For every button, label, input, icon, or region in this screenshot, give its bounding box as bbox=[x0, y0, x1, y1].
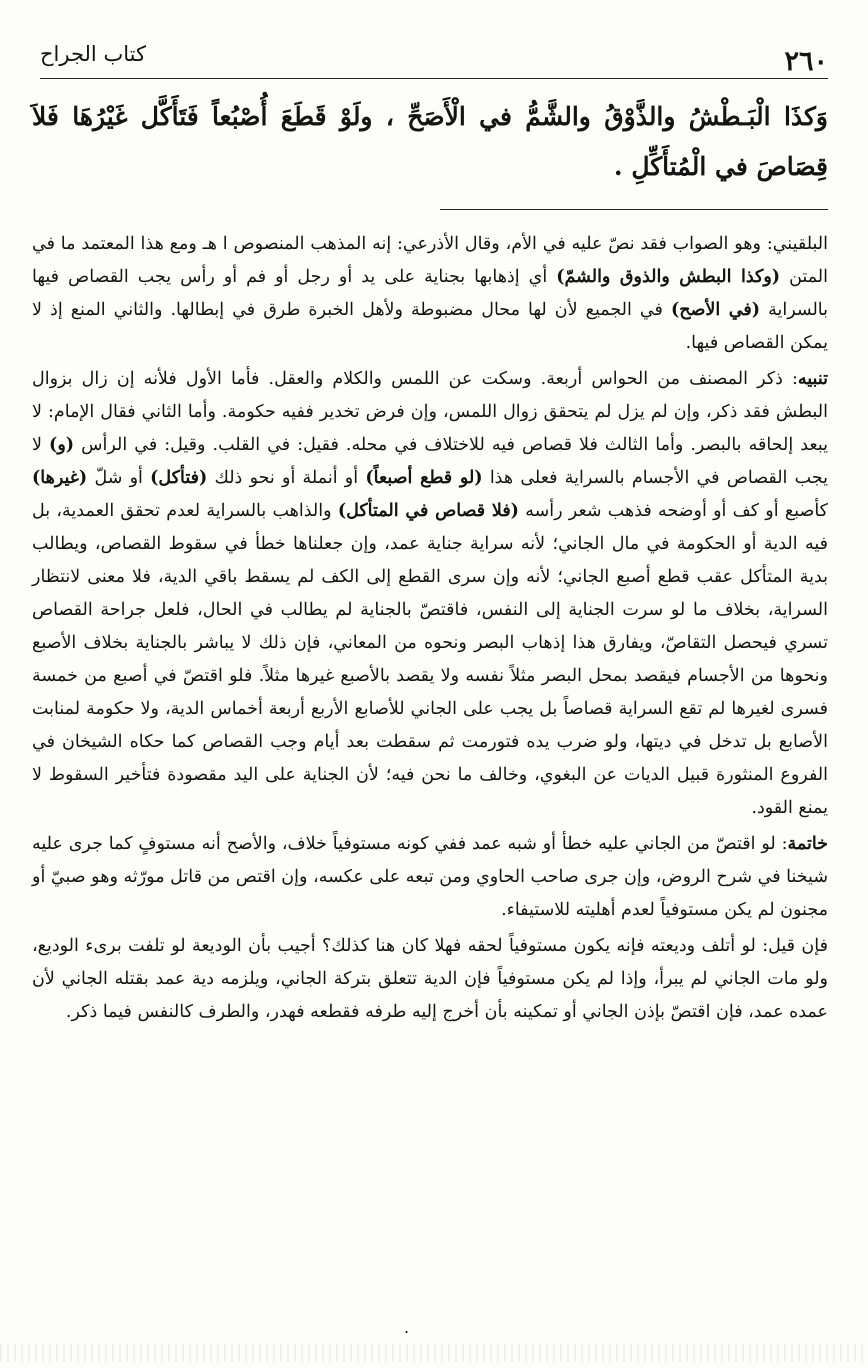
matn-quote: (غيرها) bbox=[32, 468, 88, 488]
matn-quote: (وكذا البطش والذوق والشمّ) bbox=[556, 267, 781, 287]
scan-noise bbox=[0, 1344, 868, 1362]
text-run: كأصبع أو كف أو أوضحه فذهب شعر رأسه bbox=[518, 501, 828, 521]
text-run: البلقيني: وهو الصواب فقد نصّ عليه في الأم، وقال الأذرعي: إنه المذهب المنصوص ا هـ ومع هذا المعتمد ما في المتن bbox=[32, 234, 829, 287]
header-rule bbox=[40, 78, 828, 79]
text-run: أو أنملة أو نحو ذلك bbox=[207, 468, 366, 488]
text-run: أو شلّ bbox=[87, 468, 151, 488]
tail-mark: . bbox=[404, 1318, 410, 1337]
footnote-separator bbox=[440, 209, 828, 210]
matn-quote: (لو قطع أصبعاً) bbox=[365, 468, 483, 488]
section-label: تنبيه bbox=[797, 369, 828, 389]
text-run: فإن قيل: لو أتلف وديعته فإنه يكون مستوفياً لحقه فهلا كان هنا كذلك؟ أجيب بأن الوديعة لو تلفت برىء الوديع، ولو مات الجاني لم يبرأ، وإذا لم يكن مستوفياً فإن الدية تتعلق بتركة الجاني، ويلزمه دية عمد بقتله الجاني لأن عمده عمد، فإن اقتصّ بإذن الجاني أو تمكينه بأن أخرج إليه طرفه فقطعه فهدر، والطرف كالنفس فيما ذكر. bbox=[32, 936, 828, 1022]
matn-text: وَكذَا الْبَـطْشُ والذَّوْقُ والشَّمُّ في الْأَصَحِّ ، ولَوْ قَطَعَ أُصْبُعاً فَتَأَكَّل غَيْرُهَا فَلاَ قِصَاصَ في الْمُتأَكِّلِ . bbox=[32, 102, 828, 181]
page-header bbox=[40, 38, 828, 78]
commentary-paragraph-3 bbox=[32, 828, 828, 927]
text-run: والذاهب بالسراية لعدم تحقق العمدية، بل فيه الدية أو الحكومة في مال الجاني؛ لأنه سراية جناية عمد، وإن جعلناها خطأ في سقوط القصاص، ويطالب بدية المتأكل عقب قطع أصبع الجاني؛ لأنه وإن سرى القطع إلى الكف لم يسقط باقي الدية، فلا معنى لانتظار السراية، بخلاف ما لو سرت الجناية إلى النفس، فاقتصّ بالجناية لم يطالب في الحال، فلعل جراحة القصاص تسري فيحصل التقاصّ، ويفارق هذا إذهاب البصر ونحوه من المعاني، فإن ذلك لا يباشر بالجناية بخلاف الأصبع ونحوها من الأجسام فيقصد بمحل البصر مثلاً نفسه ولا يقصد بالأصبع غيرها مثلاً. فلو اقتصّ في أصبع من خمسة فسرى لغيرها لم تقع السراية قصاصاً بل يجب على الجاني للأصابع الأربع أربعة أخماس الدية، ولا حكومة لمنابت الأصابع بل تدخل في ديتها، ولو ضرب يده فتورمت ثم سقطت بعد أيام وجب القصاص كما حكاه الشيخان في الفروع المنثورة قبيل الديات عن البغوي، وخالف ما نحن فيه؛ لأن الجناية على اليد مقصودة فتأخير السقوط لا يمنع القود. bbox=[32, 501, 828, 818]
matn-quote: (فلا قصاص في المتأكل) bbox=[337, 501, 519, 521]
commentary-paragraph-4 bbox=[32, 930, 828, 1029]
text-run: أي إذهابها بجناية على يد أو رجل أو فم أو رأس يجب القصاص فيها بالسراية bbox=[32, 267, 828, 320]
matn-quote: (في الأصح) bbox=[670, 300, 761, 320]
matn-quote: (فتأكل) bbox=[150, 468, 208, 488]
commentary-body bbox=[32, 228, 828, 1032]
text-run: في الجميع لأن لها محال مضبوطة ولأهل الخبرة طرق في إبطالها. والثاني المنع إذ لا يمكن القصاص فيها. bbox=[32, 300, 828, 353]
running-title: كتاب الجراح bbox=[40, 42, 146, 66]
page-number: ٢٦٠ bbox=[784, 46, 828, 77]
commentary-paragraph-1 bbox=[32, 228, 828, 360]
text-run: : لو اقتصّ من الجاني عليه خطأ أو شبه عمد ففي كونه مستوفياً خلاف، والأصح أنه مستوفٍ كما جرى عليه شيخنا في شرح الروض، وإن جرى صاحب الحاوي ومن تبعه على عكسه، وإن اقتص من قاتل مورّثه وهو صبيّ أو مجنون لم يكن مستوفياً لعدم أهليته للاستيفاء. bbox=[32, 834, 828, 920]
matn-quote: (و) bbox=[49, 435, 75, 455]
commentary-paragraph-2 bbox=[32, 363, 828, 825]
text-run: لا يجب القصاص في الأجسام بالسراية فعلى هذا bbox=[32, 435, 828, 488]
section-label: خاتمة bbox=[787, 834, 828, 854]
text-run: : ذكر المصنف من الحواس أربعة. وسكت عن اللمس والكلام والعقل. فأما الأول فلأنه إن زال بزوال البطش فقد ذكر، وإن لم يزل لم يتحقق زوال اللمس، وإن فرض تخدير ففيه حكومة. وأما الثاني فقال الإمام: لا يبعد إلحاقه بالبصر. وأما الثالث فلا قصاص فيه للاختلاف في محله. فقيل: في القلب. وقيل: في الرأس bbox=[32, 369, 829, 455]
